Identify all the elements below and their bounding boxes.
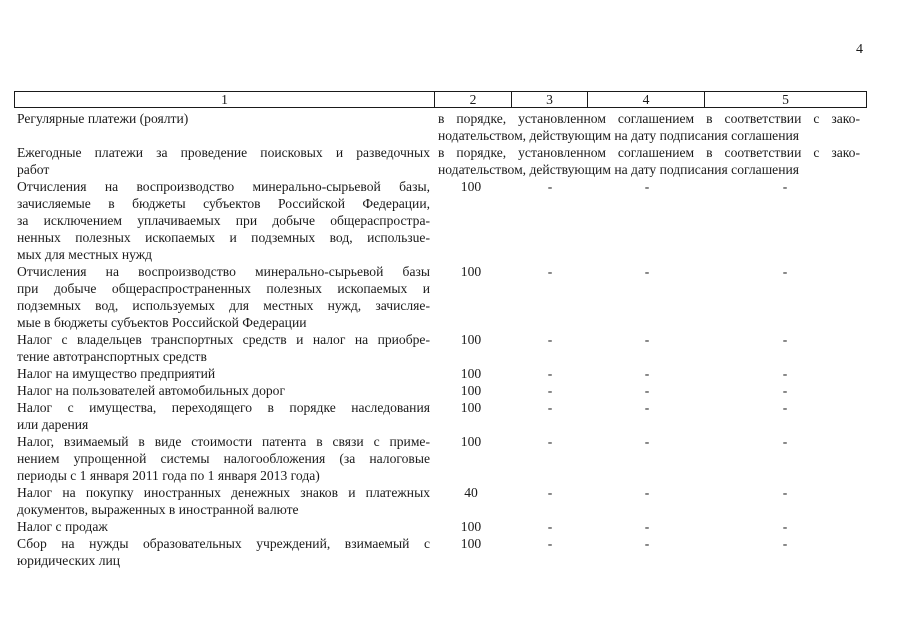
cell-col-4: - bbox=[644, 434, 650, 449]
row-name bbox=[17, 263, 430, 331]
row-name bbox=[17, 433, 430, 484]
row-note bbox=[438, 144, 860, 178]
cell-col-4: - bbox=[644, 383, 650, 398]
row-name bbox=[17, 110, 430, 127]
cell-col-4: - bbox=[644, 519, 650, 534]
cell-col-3: - bbox=[547, 383, 553, 398]
table-row bbox=[17, 399, 867, 433]
header-col-5: 5 bbox=[705, 92, 867, 108]
cell-col-2: 100 bbox=[460, 179, 482, 194]
row-note-line: в порядке, установленном соглашением в соответствии с зако- bbox=[438, 145, 860, 160]
cell-col-2: 100 bbox=[460, 400, 482, 415]
table-row bbox=[17, 433, 867, 484]
row-name-line: за исключением уплачиваемых при добыче общераспростра- bbox=[17, 213, 430, 228]
row-name-line: юридических лиц bbox=[17, 553, 121, 568]
cell-col-4: - bbox=[644, 400, 650, 415]
row-name bbox=[17, 178, 430, 263]
table-header bbox=[14, 91, 867, 108]
row-name-line: или дарения bbox=[17, 417, 89, 432]
table-row bbox=[17, 178, 867, 263]
cell-col-4: - bbox=[644, 179, 650, 194]
row-note-line: нодательством, действующим на дату подписания соглашения bbox=[438, 128, 799, 143]
table-row bbox=[17, 382, 867, 399]
row-name bbox=[17, 144, 430, 178]
header-col-2: 2 bbox=[435, 92, 512, 108]
cell-col-3: - bbox=[547, 434, 553, 449]
row-name-line: Ежегодные платежи за проведение поисковых и разведочных bbox=[17, 145, 430, 160]
table-row bbox=[17, 484, 867, 518]
cell-col-4: - bbox=[644, 536, 650, 551]
cell-col-3: - bbox=[547, 536, 553, 551]
row-name bbox=[17, 331, 430, 365]
row-name bbox=[17, 365, 430, 382]
cell-col-5: - bbox=[782, 332, 788, 347]
cell-col-5: - bbox=[782, 264, 788, 279]
header-col-1: 1 bbox=[15, 92, 435, 108]
cell-col-5: - bbox=[782, 485, 788, 500]
cell-col-3: - bbox=[547, 332, 553, 347]
row-name-line: Регулярные платежи (роялти) bbox=[17, 111, 189, 126]
row-name-line: мых для местных нужд bbox=[17, 247, 153, 262]
cell-col-5: - bbox=[782, 383, 788, 398]
cell-col-2: 100 bbox=[460, 264, 482, 279]
row-note-line: нодательством, действующим на дату подписания соглашения bbox=[438, 162, 799, 177]
row-note bbox=[438, 110, 860, 144]
row-name bbox=[17, 535, 430, 569]
cell-col-3: - bbox=[547, 400, 553, 415]
row-name-line: периоды с 1 января 2011 года по 1 января 2013 года) bbox=[17, 468, 320, 483]
cell-col-3: - bbox=[547, 179, 553, 194]
cell-col-4: - bbox=[644, 332, 650, 347]
row-name-line: подземных вод, используемых для местных нужд, зачисляе- bbox=[17, 298, 430, 313]
cell-col-3: - bbox=[547, 366, 553, 381]
cell-col-3: - bbox=[547, 485, 553, 500]
row-name-line: нением упрощенной системы налогообложения (за налоговые bbox=[17, 451, 430, 466]
row-name bbox=[17, 399, 430, 433]
row-name bbox=[17, 382, 430, 399]
cell-col-5: - bbox=[782, 366, 788, 381]
row-name-line: Налог с владельцев транспортных средств и налог на приобре- bbox=[17, 332, 430, 347]
cell-col-2: 100 bbox=[460, 434, 482, 449]
cell-col-5: - bbox=[782, 519, 788, 534]
row-name-line: Отчисления на воспроизводство минерально-сырьевой базы, bbox=[17, 179, 430, 194]
row-name-line: работ bbox=[17, 162, 50, 177]
cell-col-2: 100 bbox=[460, 519, 482, 534]
row-name-line: Налог с имущества, переходящего в порядке наследования bbox=[17, 400, 430, 415]
cell-col-3: - bbox=[547, 519, 553, 534]
row-name-line: мые в бюджеты субъектов Российской Федерации bbox=[17, 315, 307, 330]
cell-col-2: 40 bbox=[464, 485, 478, 500]
row-name-line: зачисляемые в бюджеты субъектов Российской Федерации, bbox=[17, 196, 430, 211]
row-name-line: документов, выраженных в иностранной валюте bbox=[17, 502, 299, 517]
table-row bbox=[17, 535, 867, 569]
row-name-line: Налог на пользователей автомобильных дорог bbox=[17, 383, 286, 398]
table-row bbox=[17, 110, 867, 144]
row-name-line: Налог на покупку иностранных денежных знаков и платежных bbox=[17, 485, 430, 500]
table-row bbox=[17, 331, 867, 365]
header-col-4: 4 bbox=[588, 92, 705, 108]
cell-col-5: - bbox=[782, 400, 788, 415]
table-row bbox=[17, 365, 867, 382]
cell-col-2: 100 bbox=[460, 536, 482, 551]
row-name-line: Налог на имущество предприятий bbox=[17, 366, 216, 381]
cell-col-5: - bbox=[782, 536, 788, 551]
cell-col-4: - bbox=[644, 485, 650, 500]
cell-col-5: - bbox=[782, 179, 788, 194]
row-name-line: Налог с продаж bbox=[17, 519, 108, 534]
cell-col-5: - bbox=[782, 434, 788, 449]
row-name bbox=[17, 518, 430, 535]
row-name-line: Налог, взимаемый в виде стоимости патента в связи с приме- bbox=[17, 434, 430, 449]
row-note-line: в порядке, установленном соглашением в соответствии с зако- bbox=[438, 111, 860, 126]
table-body bbox=[17, 110, 867, 569]
row-name-line: тение автотранспортных средств bbox=[17, 349, 207, 364]
table-row bbox=[17, 518, 867, 535]
cell-col-3: - bbox=[547, 264, 553, 279]
header-col-3: 3 bbox=[512, 92, 588, 108]
row-name-line: Сбор на нужды образовательных учреждений, взимаемый с bbox=[17, 536, 430, 551]
row-name bbox=[17, 484, 430, 518]
cell-col-2: 100 bbox=[460, 332, 482, 347]
page-number: 4 bbox=[856, 42, 863, 57]
row-name-line: при добыче общераспространенных полезных ископаемых и bbox=[17, 281, 430, 296]
table-row bbox=[17, 144, 867, 178]
table-row bbox=[17, 263, 867, 331]
row-name-line: ненных полезных ископаемых и подземных вод, использue- bbox=[17, 230, 430, 245]
cell-col-2: 100 bbox=[460, 383, 482, 398]
cell-col-4: - bbox=[644, 264, 650, 279]
cell-col-2: 100 bbox=[460, 366, 482, 381]
cell-col-4: - bbox=[644, 366, 650, 381]
row-name-line: Отчисления на воспроизводство минерально-сырьевой базы bbox=[17, 264, 430, 279]
